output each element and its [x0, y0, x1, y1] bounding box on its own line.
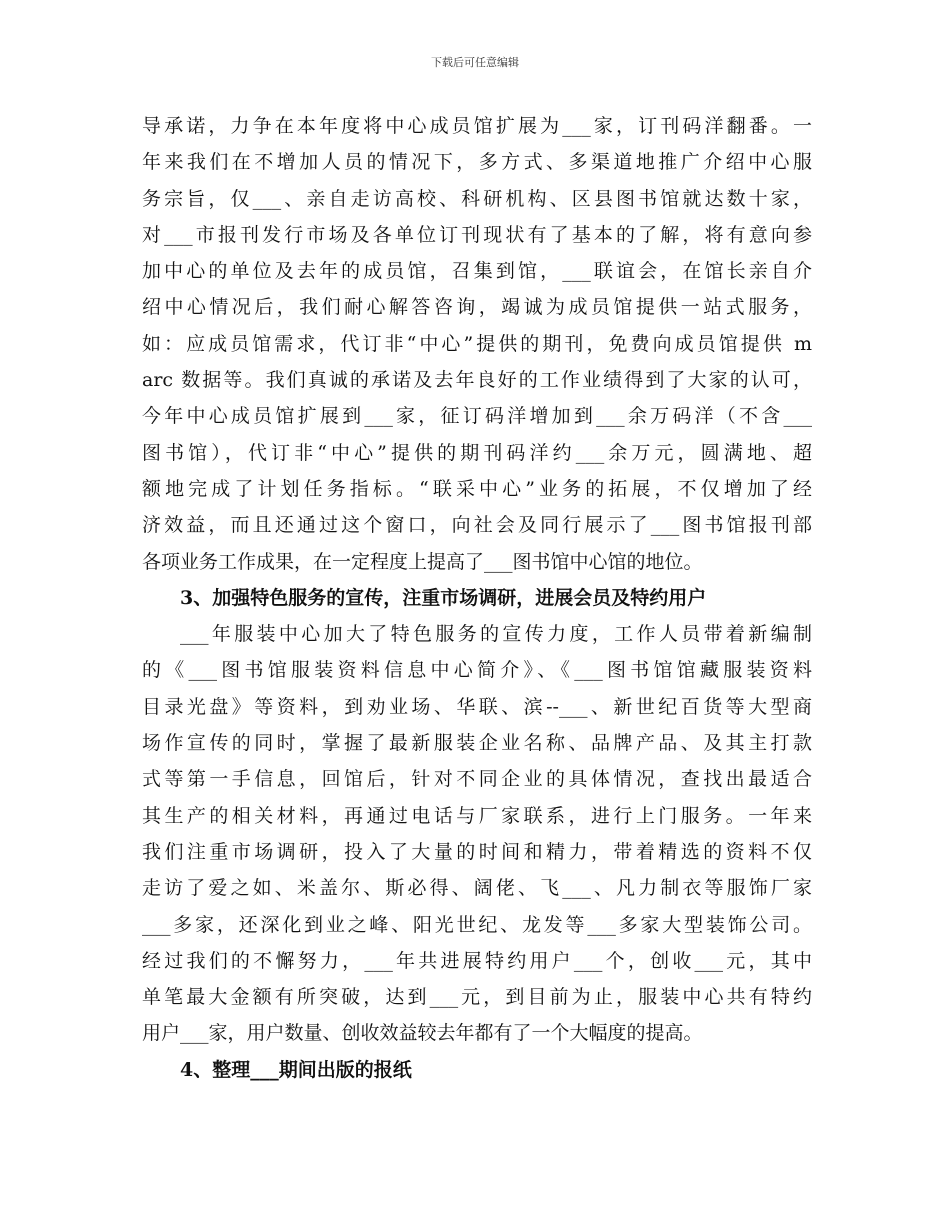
text-line: 走访了爱之如、米盖尔、斯必得、阔佬、飞___、凡力制衣等服饰厂家 [142, 877, 812, 900]
text-line: 目录光盘》等资料，到劝业场、华联、滨--___、新世纪百货等大型商 [142, 695, 812, 718]
section-heading: 3、加强特色服务的宣传，注重市场调研，进展会员及特约用户 [180, 586, 707, 609]
text-line: 对___市报刊发行市场及各单位订刊现状有了基本的了解，将有意向参 [142, 223, 812, 246]
text-line: 年来我们在不增加人员的情况下，多方式、多渠道地推广介绍中心服 [142, 151, 812, 174]
text-line: 的《___图书馆服装资料信息中心简介》、《___图书馆馆藏服装资料 [142, 659, 812, 682]
text-line: 今年中心成员馆扩展到___家，征订码洋增加到___余万码洋（不含___ [142, 405, 812, 428]
text-line: 绍中心情况后，我们耐心解答咨询，竭诚为成员馆提供一站式服务， [142, 296, 812, 319]
text-line: 加中心的单位及去年的成员馆，召集到馆，___联谊会，在馆长亲自介 [142, 260, 812, 283]
text-line: arc 数据等。我们真诚的承诺及去年良好的工作业绩得到了大家的认可， [142, 369, 812, 392]
text-line: 用户___家，用户数量、创收效益较去年都有了一个大幅度的提高。 [142, 1022, 703, 1045]
text-line: 单笔最大金额有所突破，达到___元，到目前为止，服装中心共有特约 [142, 986, 812, 1009]
text-line: 各项业务工作成果，在一定程度上提高了___图书馆中心馆的地位。 [142, 550, 703, 573]
text-line: ___多家，还深化到业之峰、阳光世纪、龙发等___多家大型装饰公司。 [142, 913, 812, 936]
text-line: 其生产的相关材料，再通过电话与厂家联系，进行上门服务。一年来 [142, 804, 812, 827]
text-line: 济效益，而且还通过这个窗口，向社会及同行展示了___图书馆报刊部 [142, 514, 812, 537]
text-line: 如：应成员馆需求，代订非“中心”提供的期刊，免费向成员馆提供 m [142, 332, 812, 355]
text-line: 场作宣传的同时，掌握了最新服装企业名称、品牌产品、及其主打款 [142, 732, 812, 755]
text-line: ___年服装中心加大了特色服务的宣传力度，工作人员带着新编制 [180, 623, 812, 646]
text-line: 导承诺，力争在本年度将中心成员馆扩展为___家，订刊码洋翻番。一 [142, 115, 812, 137]
page-header: 下载后可任意编辑 [431, 56, 519, 69]
text-line: 图书馆），代订非“中心”提供的期刊码洋约___余万元，圆满地、超 [142, 441, 812, 464]
text-line: 经过我们的不懈努力，___年共进展特约用户___个，创收___元，其中 [142, 949, 812, 972]
text-line: 式等第一手信息，回馆后，针对不同企业的具体情况，查找出最适合 [142, 768, 812, 791]
document-body [142, 108, 812, 1088]
section-heading: 4、整理___期间出版的报纸 [180, 1058, 412, 1081]
text-line: 额地完成了计划任务指标。“联采中心”业务的拓展，不仅增加了经 [142, 477, 812, 500]
text-line: 务宗旨，仅___、亲自走访高校、科研机构、区县图书馆就达数十家， [142, 187, 812, 210]
text-line: 我们注重市场调研，投入了大量的时间和精力，带着精选的资料不仅 [142, 840, 812, 863]
